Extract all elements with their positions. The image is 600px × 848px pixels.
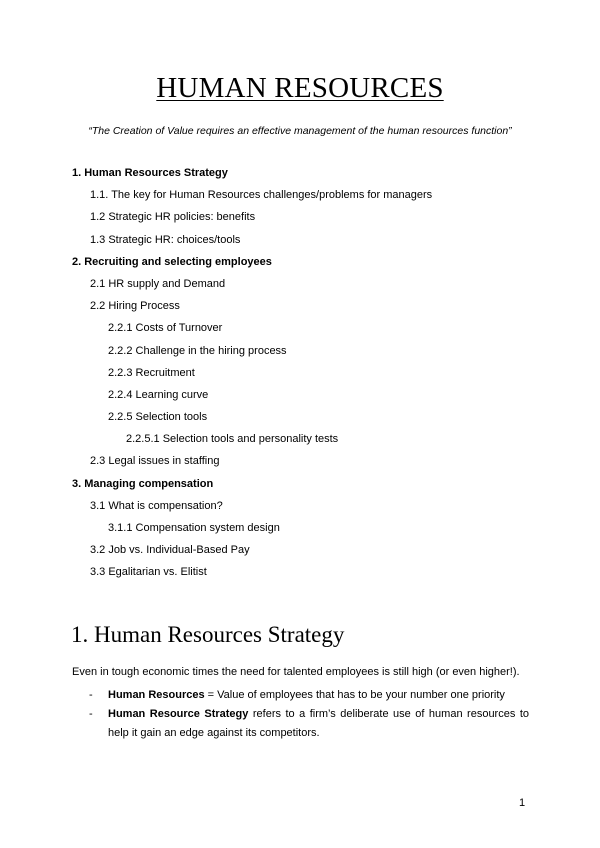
- bullet-text: refers to a firm’s deliberate use of human resources to help it gain an edge against its competitors.: [108, 708, 529, 739]
- intro-paragraph: Even in tough economic times the need for talented employees is still high (or even higher!).: [72, 666, 520, 678]
- section-heading: 1. Human Resources Strategy: [71, 622, 345, 647]
- toc-entry: 2.2.5.1 Selection tools and personality tests: [126, 433, 339, 446]
- bullet-text: = Value of employees that has to be your number one priority: [204, 689, 505, 701]
- toc-entry: 3.2 Job vs. Individual-Based Pay: [90, 544, 250, 557]
- toc-entry: 1.2 Strategic HR policies: benefits: [90, 211, 256, 224]
- bullet-dash: -: [89, 708, 93, 720]
- toc-entry: 2.2.1 Costs of Turnover: [108, 322, 223, 335]
- toc-entry: 1. Human Resources Strategy: [72, 167, 228, 179]
- toc-entry: 2.2.3 Recruitment: [108, 366, 195, 379]
- table-of-contents: [72, 166, 542, 588]
- toc-entry: 2.2.2 Challenge in the hiring process: [108, 344, 287, 357]
- page-number: 1: [519, 797, 526, 809]
- toc-entry: 2.3 Legal issues in staffing: [90, 455, 220, 468]
- toc-entry: 2.2.5 Selection tools: [108, 411, 208, 424]
- bullet-term: Human Resources: [108, 689, 205, 701]
- bullet-list: [89, 686, 529, 743]
- bullet-term: Human Resource Strategy: [108, 708, 249, 720]
- toc-entry: 2. Recruiting and selecting employees: [72, 255, 272, 268]
- bullet-item: [89, 686, 529, 705]
- toc-entry: 1.3 Strategic HR: choices/tools: [90, 233, 241, 246]
- epigraph-quote: “The Creation of Value requires an effective management of the human resources function”: [88, 125, 512, 137]
- toc-entry: 1.1. The key for Human Resources challenges/problems for managers: [90, 189, 433, 202]
- bullet-item: [89, 705, 529, 743]
- toc-entry: 3.1 What is compensation?: [90, 499, 223, 512]
- toc-entry: 2.1 HR supply and Demand: [90, 277, 226, 290]
- bullet-dash: -: [89, 689, 93, 701]
- toc-entry: 2.2.4 Learning curve: [108, 388, 209, 401]
- toc-entry: 3. Managing compensation: [72, 477, 214, 490]
- document-title: HUMAN RESOURCES: [156, 72, 444, 104]
- toc-entry: 3.1.1 Compensation system design: [108, 522, 280, 534]
- toc-entry: 3.3 Egalitarian vs. Elitist: [90, 566, 207, 579]
- toc-entry: 2.2 Hiring Process: [90, 300, 180, 313]
